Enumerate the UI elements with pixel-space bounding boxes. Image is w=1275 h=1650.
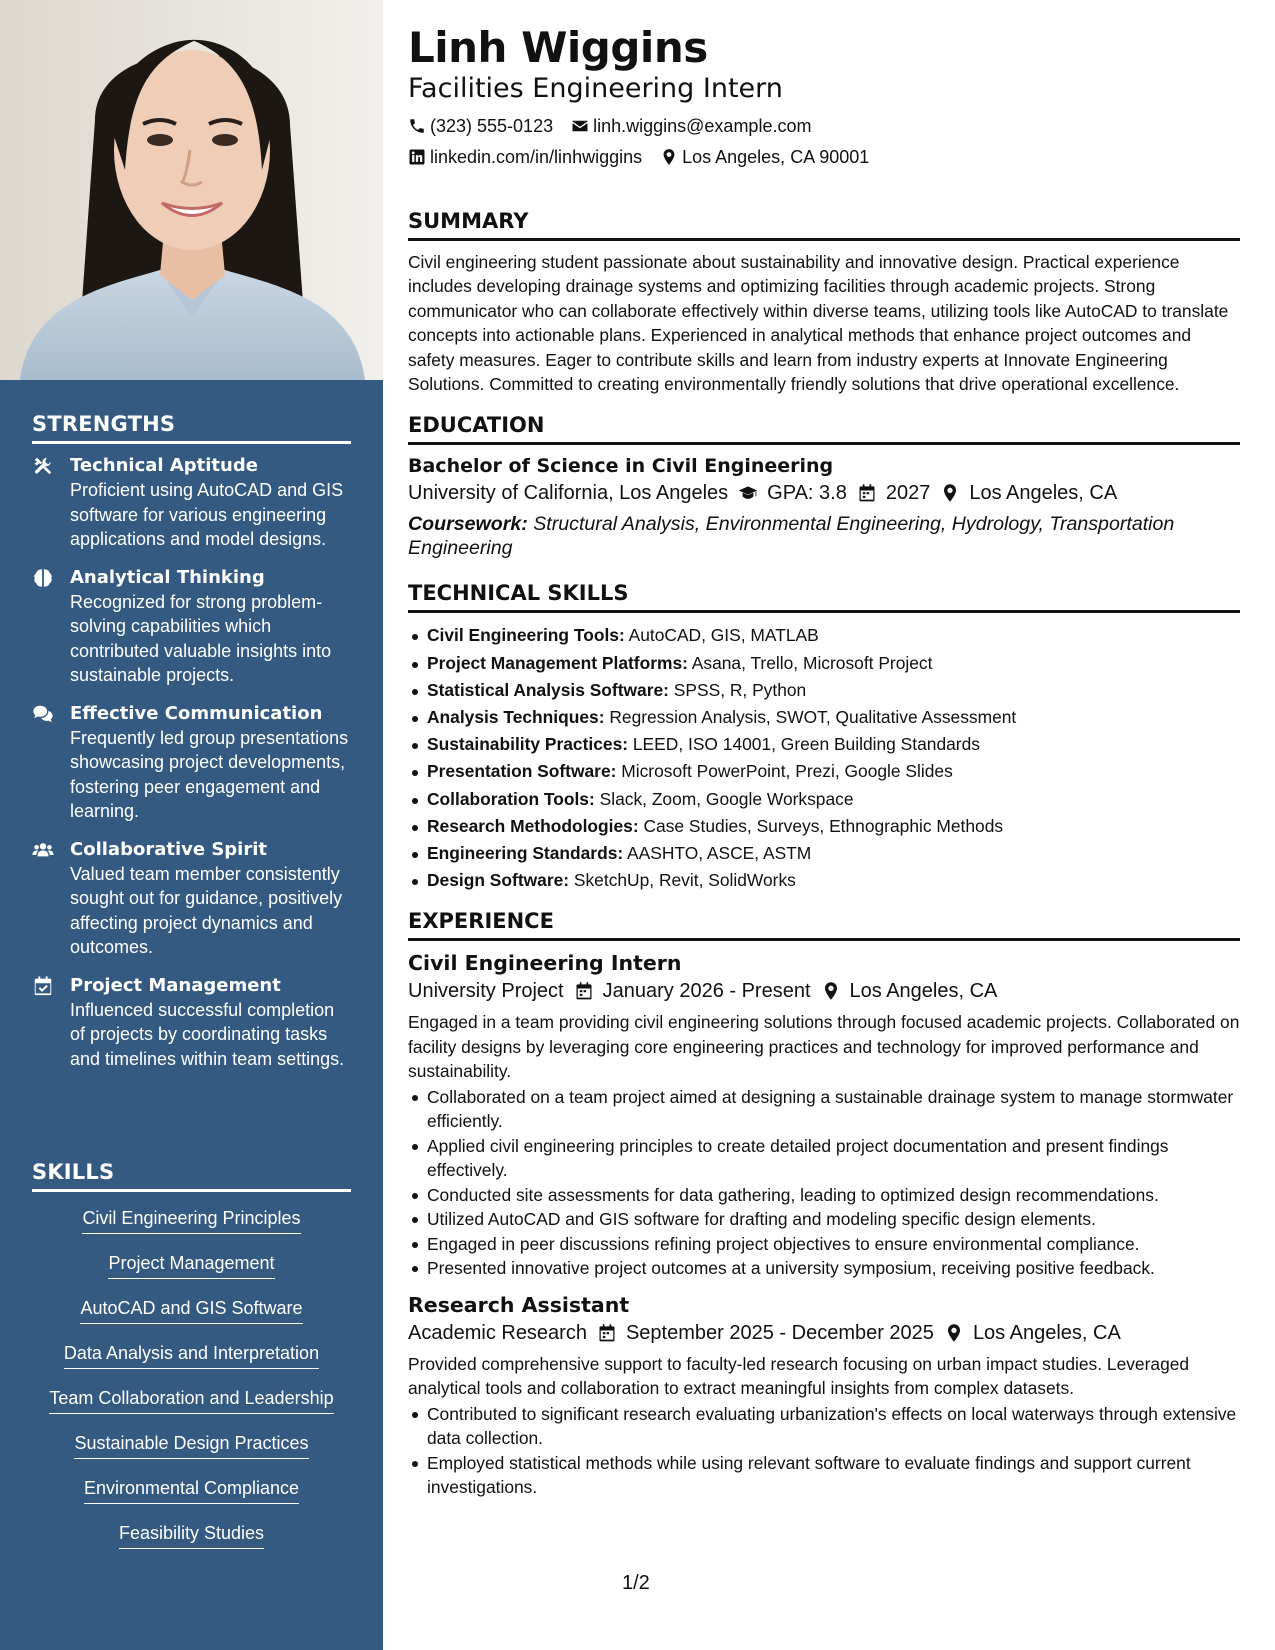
school-name: University of California, Los Angeles [408,482,729,505]
summary-heading: SUMMARY [408,208,1240,241]
summary-section [408,208,1240,396]
job-title: Civil Engineering Intern [408,951,682,976]
sidebar [0,0,383,1650]
linkedin-text[interactable]: linkedin.com/in/linhwiggins [430,147,643,167]
strength-item [32,838,351,960]
list-item [408,704,1240,731]
summary-text: Civil engineering student passionate about sustainability and innovative design. Practical experience includes developing drainage systems and optimizing facilities through academic projects. Strong communicator who can collaborate effectively within diverse teams, utilizing tools like AutoCAD to translate concepts into actionable plans. Experienced in analytical methods that enhance project outcomes and safety measures. Eager to contribute skills and learn from industry experts at Innovate Engineering Solutions. Committed to creating environmentally friendly solutions that drive operational excellence. [408,252,1229,395]
skill-label: Presentation Software: [427,761,617,782]
skill-item: AutoCAD and GIS Software [80,1296,302,1324]
technical-skills-heading: TECHNICAL SKILLS [408,580,1240,613]
skill-value: Slack, Zoom, Google Workspace [599,788,854,809]
phone-icon [408,117,426,135]
graduation-cap-icon [738,483,758,503]
email-text[interactable]: linh.wiggins@example.com [593,116,812,136]
location-contact [660,146,869,168]
job-bullets [408,1085,1240,1281]
contact-row [408,115,1240,137]
skill-value: SPSS, R, Python [673,679,807,700]
skill-value: Regression Analysis, SWOT, Qualitative Assessment [609,707,1017,728]
list-item: Utilized AutoCAD and GIS software for drafting and modeling specific design elements. [408,1207,1240,1232]
skill-item: Civil Engineering Principles [82,1206,300,1234]
strength-item [32,566,351,688]
candidate-title: Facilities Engineering Intern [408,73,783,104]
list-item: Engaged in peer discussions refining project objectives to ensure environmental compliance. [408,1232,1240,1257]
strength-title: Collaborative Spirit [70,838,267,860]
job-org: University Project [408,980,564,1003]
strength-desc: Proficient using AutoCAD and GIS software for various engineering applications and model designs. [70,480,344,549]
strength-item [32,974,351,1072]
skill-value: AASHTO, ASCE, ASTM [627,843,812,864]
skill-label: Collaboration Tools: [427,788,595,809]
list-item [408,867,1240,894]
skill-value: Case Studies, Surveys, Ethnographic Methods [643,815,1004,836]
calendar-icon [857,483,877,503]
job-title: Research Assistant [408,1292,630,1317]
skill-label: Analysis Techniques: [427,707,605,728]
list-item: Contributed to significant research evaluating urbanization's effects on local waterways through extensive data collection. [408,1402,1240,1451]
tools-icon [32,455,54,477]
skills-list [32,1206,351,1566]
list-item [408,813,1240,840]
education-section [408,412,1240,560]
job-dates: September 2025 - December 2025 [625,1321,934,1344]
strength-desc: Frequently led group presentations showcasing project developments, fostering peer engagement and learning. [70,727,349,821]
school-location: Los Angeles, CA [969,482,1118,505]
skill-label: Research Methodologies: [427,815,639,836]
email-contact[interactable] [571,115,811,137]
calendar-check-icon [32,975,54,997]
skill-value: Microsoft PowerPoint, Prezi, Google Slides [621,761,953,782]
job-meta [408,976,1240,1006]
strength-title: Technical Aptitude [70,455,258,476]
candidate-name: Linh Wiggins [408,23,708,72]
job-entry [408,1292,1240,1500]
coursework-label: Coursework: [408,513,528,536]
profile-photo [0,0,383,380]
skill-item: Data Analysis and Interpretation [64,1341,319,1369]
education-heading: EDUCATION [408,412,1240,445]
map-marker-icon [940,483,960,503]
list-item: Presented innovative project outcomes at a university symposium, receiving positive feedback. [408,1256,1240,1281]
skill-label: Design Software: [427,870,570,891]
skills-section [32,1160,351,1566]
skill-item: Project Management [108,1251,274,1279]
coursework [408,512,1240,560]
job-org: Academic Research [408,1321,587,1344]
strength-desc: Influenced successful completion of projects by coordinating tasks and timelines within team settings. [70,999,345,1069]
technical-skills-list [408,622,1240,894]
list-item: Applied civil engineering principles to create detailed project documentation and present findings effectively. [408,1134,1240,1183]
phone-text: (323) 555-0123 [430,116,554,136]
map-marker-icon [660,148,678,166]
strength-desc: Recognized for strong problem-solving capabilities which contributed valuable insights into sustainable projects. [70,591,332,685]
education-meta [408,478,1240,508]
users-icon [32,839,54,861]
skill-value: Asana, Trello, Microsoft Project [691,652,933,673]
strength-title: Project Management [70,974,281,996]
main-content [408,22,1240,1500]
comments-icon [32,703,54,725]
job-location: Los Angeles, CA [849,980,998,1003]
strength-title: Effective Communication [70,702,323,724]
skill-value: SketchUp, Revit, SolidWorks [573,870,796,891]
job-summary: Engaged in a team providing civil engineering solutions through focused academic projects. Collaborated on facility designs by leveraging core engineering practices and technology for improved performance and sustainability. [408,1012,1240,1082]
job-bullets [408,1402,1240,1500]
linkedin-contact[interactable] [408,146,642,168]
list-item [408,731,1240,758]
skill-label: Sustainability Practices: [427,734,629,755]
degree-title: Bachelor of Science in Civil Engineering [408,455,834,478]
skill-label: Statistical Analysis Software: [427,679,669,700]
strength-desc: Valued team member consistently sought out for guidance, positively affecting project dynamics and outcomes. [70,863,343,957]
list-item: Employed statistical methods while using relevant software to evaluate findings and support current investigations. [408,1451,1240,1500]
gpa-text: GPA: 3.8 [767,482,847,505]
skill-value: LEED, ISO 14001, Green Building Standards [632,734,980,755]
list-item [408,840,1240,867]
contact-row [408,146,1240,168]
strength-item [32,702,351,824]
strength-title: Analytical Thinking [70,566,265,588]
envelope-icon [571,117,589,135]
strength-item [32,454,351,552]
calendar-icon [574,981,594,1001]
job-summary: Provided comprehensive support to faculty-led research focusing on urban impact studies. Leveraged analytical tools and collaboration to extract meaningful insights from complex datasets. [408,1353,1190,1399]
location-text: Los Angeles, CA 90001 [682,147,870,167]
technical-skills-section [408,580,1240,894]
map-marker-icon [821,981,841,1001]
job-meta [408,1318,1240,1348]
skill-label: Engineering Standards: [427,843,624,864]
map-marker-icon [944,1323,964,1343]
experience-heading: EXPERIENCE [408,908,1240,941]
skills-heading: SKILLS [32,1160,351,1192]
graduation-year: 2027 [885,482,931,505]
page-number: 1/2 [622,1572,650,1594]
skill-item: Team Collaboration and Leadership [49,1386,333,1414]
skill-value: AutoCAD, GIS, MATLAB [628,625,819,646]
skill-item: Sustainable Design Practices [74,1431,308,1459]
strengths-heading: STRENGTHS [32,412,351,444]
list-item: Conducted site assessments for data gathering, leading to optimized design recommendations. [408,1183,1240,1208]
list-item: Collaborated on a team project aimed at designing a sustainable drainage system to manage stormwater efficiently. [408,1085,1240,1134]
list-item [408,758,1240,785]
calendar-icon [597,1323,617,1343]
skill-item: Feasibility Studies [119,1521,264,1549]
job-dates: January 2026 - Present [602,980,811,1003]
skill-label: Project Management Platforms: [427,652,688,673]
brain-icon [32,567,54,589]
list-item [408,650,1240,677]
phone-contact [408,115,553,137]
linkedin-icon [408,148,426,166]
job-location: Los Angeles, CA [972,1321,1121,1344]
skill-item: Environmental Compliance [84,1476,299,1504]
list-item [408,786,1240,813]
list-item [408,622,1240,649]
strengths-section [32,412,351,1085]
coursework-list: Structural Analysis, Environmental Engineering, Hydrology, Transportation Engineering [408,513,1175,560]
job-entry [408,950,1240,1280]
skill-label: Civil Engineering Tools: [427,625,625,646]
list-item [408,677,1240,704]
experience-section [408,908,1240,1499]
